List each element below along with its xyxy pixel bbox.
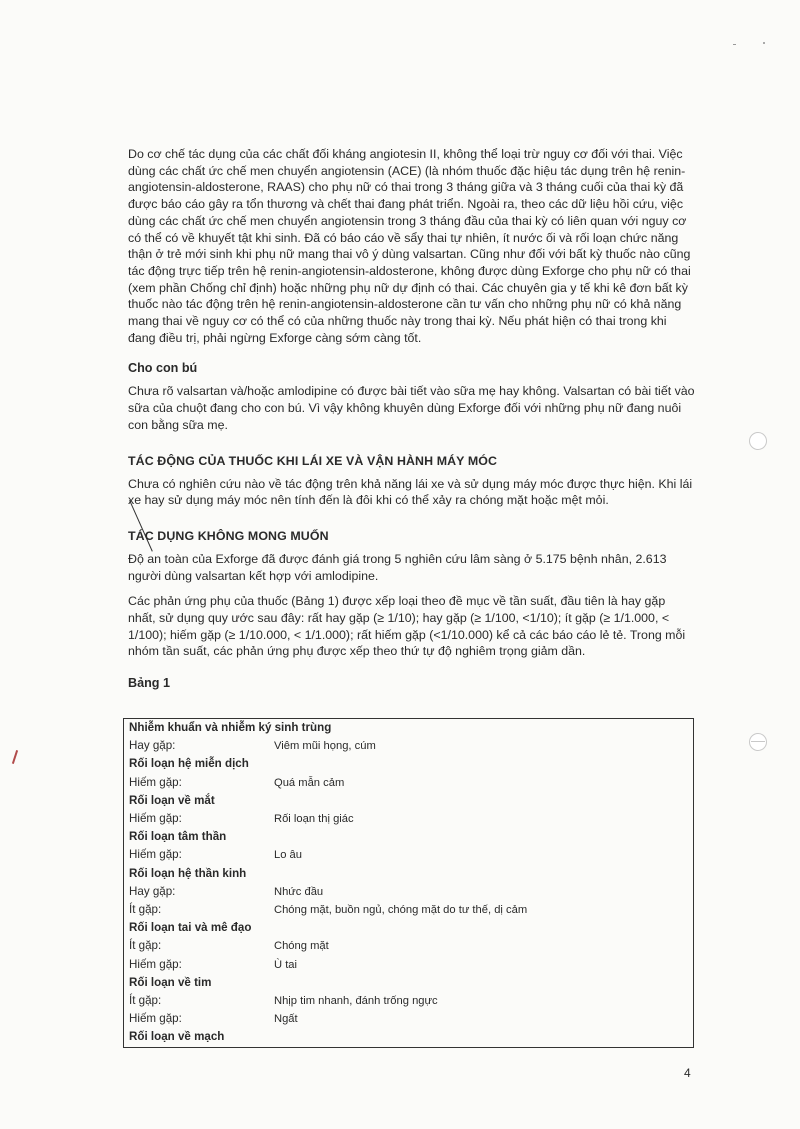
table-row bbox=[124, 883, 694, 901]
table-row-category bbox=[124, 974, 694, 992]
category-cell: Nhiễm khuẩn và nhiễm ký sinh trùng bbox=[129, 721, 332, 734]
table-caption: Bảng 1 bbox=[128, 676, 170, 691]
scan-speck bbox=[733, 44, 736, 45]
driving-paragraph: Chưa có nghiên cứu nào về tác động trên khả năng lái xe và sử dụng máy móc được thực hiện. Khi lái xe hay sử dụng máy móc nên tính đến là đôi khi có thể xảy ra chóng mặt hoặc mệt mỏi. bbox=[128, 476, 693, 508]
frequency-cell: Ít gặp: bbox=[129, 994, 162, 1008]
ink-mark bbox=[12, 750, 18, 764]
category-cell: Rối loạn tâm thần bbox=[129, 830, 227, 844]
reaction-cell: Quá mẫn cảm bbox=[274, 776, 345, 789]
reaction-cell: Chóng mặt bbox=[274, 940, 329, 953]
table-row bbox=[124, 846, 694, 864]
table-row-category bbox=[124, 792, 694, 810]
table-row bbox=[124, 956, 694, 974]
adverse-effects-heading: TÁC DỤNG KHÔNG MONG MUỐN bbox=[128, 528, 329, 543]
category-cell: Rối loạn hệ miễn dịch bbox=[129, 757, 249, 771]
table-row bbox=[124, 937, 694, 955]
reaction-cell: Rối loạn thị giác bbox=[274, 813, 354, 826]
table-row bbox=[124, 810, 694, 828]
frequency-cell: Hiếm gặp: bbox=[129, 848, 182, 862]
punch-hole bbox=[749, 432, 767, 450]
frequency-cell: Ít gặp: bbox=[129, 903, 162, 917]
reaction-cell: Ngất bbox=[274, 1013, 298, 1026]
frequency-cell: Ít gặp: bbox=[129, 939, 162, 953]
frequency-cell: Hay gặp: bbox=[129, 739, 176, 753]
reaction-cell: Ù tai bbox=[274, 958, 298, 971]
pregnancy-paragraph: Do cơ chế tác dụng của các chất đối kháng angiotesin II, không thể loại trừ nguy cơ đối với thai. Việc dùng các chất ức chế men chuyển angiotensin (ACE) (là nhóm thuốc đặc hiệu tác dụng trên hệ renin-angiotensin-aldosterone, RAAS) cho phụ nữ có thai trong 3 tháng giữa và 3 tháng cuối của thai kỳ đã được báo cáo gây ra tổn thương và chết thai đang phát triển. Ngoài ra, theo các dữ liệu hồi cứu, việc dùng các chất ức chế men chuyển angiotensin trong 3 tháng đầu của thai kỳ có liên quan với nguy cơ có thể có về khuyết tật khi sinh. Đã có báo cáo về sẩy thai tự nhiên, ít nước ối và rối loạn chức năng thận ở trẻ mới sinh khi phụ nữ mang thai vô ý dùng valsartan. Cũng như đối với bất kỳ thuốc nào cũng tác động trực tiếp trên hệ renin-angiotensin-aldosterone, không được dùng Exforge cho phụ nữ có thai (xem phần Chống chỉ định) hoặc những phụ nữ dự định có thai. Các chuyên gia y tế khi kê đơn bất kỳ thuốc nào tác động trên hệ renin-angiotensin-aldosterone cần tư vấn cho những phụ nữ có khả năng mang thai về nguy cơ có thể có của những thuốc này trong thai kỳ. Nếu phát hiện có thai trong khi đang điều trị, phải ngừng Exforge càng sớm càng tốt. bbox=[128, 147, 691, 345]
category-cell: Rối loạn tai và mê đạo bbox=[129, 921, 252, 935]
table-row bbox=[124, 1010, 694, 1028]
table-row-category bbox=[124, 828, 694, 846]
table-row-category bbox=[124, 1028, 694, 1047]
table-row bbox=[124, 774, 694, 792]
adverse-reactions-table bbox=[123, 718, 694, 1048]
punch-hole bbox=[749, 733, 767, 751]
breastfeeding-heading: Cho con bú bbox=[128, 361, 198, 376]
adverse-effects-paragraph: Độ an toàn của Exforge đã được đánh giá trong 5 nghiên cứu lâm sàng ở 5.175 bệnh nhân, 2.613 người dùng valsartan kết hợp với amlodipine. bbox=[128, 551, 667, 583]
category-cell: Rối loạn hệ thần kinh bbox=[129, 866, 247, 880]
scan-speck bbox=[763, 42, 765, 44]
table-row bbox=[124, 901, 694, 919]
table-row bbox=[124, 992, 694, 1010]
frequency-convention-paragraph: Các phản ứng phụ của thuốc (Bảng 1) được xếp loại theo đề mục về tần suất, đầu tiên là hay gặp nhất, sử dụng quy ước sau đây: rất hay gặp (≥ 1/10); hay gặp (≥ 1/100, <1/10); ít gặp (≥ 1/1.000, < 1/100); hiếm gặp (≥ 1/10.000, < 1/1.000); rất hiếm gặp (<1/10.000) kể cả các báo cáo lẻ tẻ. Trong mỗi nhóm tần suất, các phản ứng phụ được xếp theo thứ tự độ nghiêm trọng giảm dần. bbox=[128, 594, 686, 659]
table-row-category bbox=[124, 919, 694, 937]
breastfeeding-paragraph: Chưa rõ valsartan và/hoặc amlodipine có được bài tiết vào sữa mẹ hay không. Valsartan có bài tiết vào sữa của chuột đang cho con bú. Vì vậy không khuyên dùng Exforge đối với những phụ nữ đang nuôi con bằng sữa mẹ. bbox=[128, 384, 695, 432]
page-number: 4 bbox=[684, 1066, 691, 1080]
frequency-cell: Hiếm gặp: bbox=[129, 775, 182, 789]
frequency-cell: Hay gặp: bbox=[129, 884, 176, 898]
table-row-category bbox=[124, 719, 694, 738]
reaction-cell: Nhịp tim nhanh, đánh trống ngực bbox=[274, 995, 438, 1008]
table-row-category bbox=[124, 865, 694, 883]
frequency-cell: Hiếm gặp: bbox=[129, 957, 182, 971]
punch-hole-mark bbox=[751, 741, 765, 742]
frequency-cell: Hiếm gặp: bbox=[129, 812, 182, 826]
page-content bbox=[128, 146, 696, 690]
reaction-cell: Lo âu bbox=[274, 849, 302, 862]
reaction-cell: Nhức đầu bbox=[274, 885, 324, 898]
table-row bbox=[124, 737, 694, 755]
frequency-cell: Hiếm gặp: bbox=[129, 1012, 182, 1026]
category-cell: Rối loạn về mắt bbox=[129, 793, 215, 807]
category-cell: Rối loạn về mạch bbox=[129, 1030, 225, 1044]
table-row-category bbox=[124, 755, 694, 773]
category-cell: Rối loạn về tim bbox=[129, 975, 212, 989]
reaction-cell: Chóng mặt, buồn ngủ, chóng mặt do tư thế, dị cảm bbox=[274, 904, 528, 917]
reaction-cell: Viêm mũi họng, cúm bbox=[274, 740, 376, 753]
driving-heading: TÁC ĐỘNG CỦA THUỐC KHI LÁI XE VÀ VẬN HÀNH MÁY MÓC bbox=[128, 453, 498, 468]
